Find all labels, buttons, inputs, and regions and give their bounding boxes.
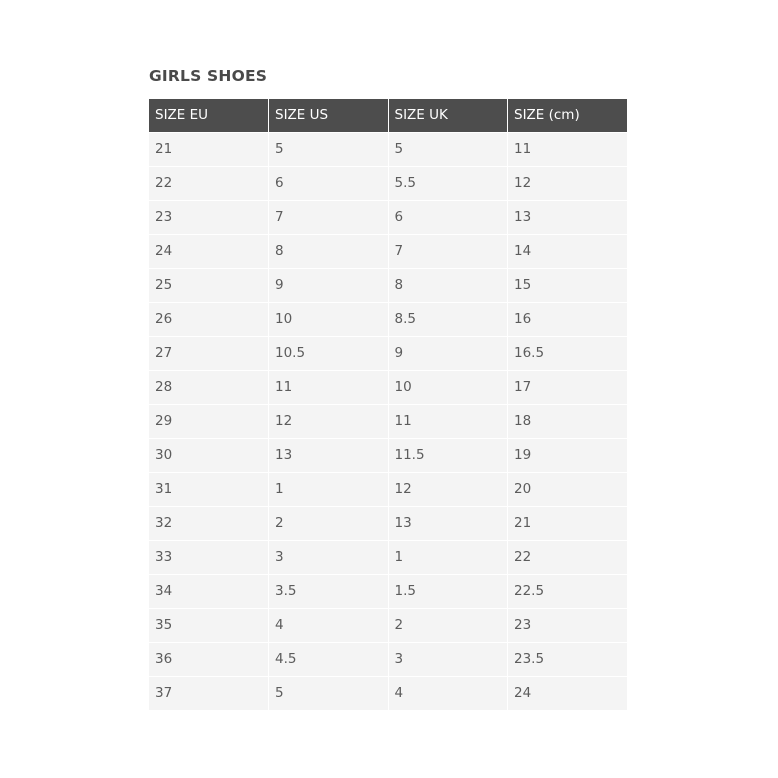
table-row	[149, 642, 627, 676]
table-cell-size-us: 6	[269, 166, 389, 200]
table-cell-size-eu: 21	[149, 132, 269, 166]
table-cell-size-uk: 13	[388, 506, 508, 540]
table-cell-size-eu: 29	[149, 404, 269, 438]
table-cell-size-us: 11	[269, 370, 389, 404]
table-cell-size-cm: 14	[508, 234, 628, 268]
table-row	[149, 506, 627, 540]
table-cell-size-eu: 25	[149, 268, 269, 302]
table-cell-size-cm: 18	[508, 404, 628, 438]
table-cell-size-cm: 11	[508, 132, 628, 166]
table-cell-size-uk: 3	[388, 642, 508, 676]
table-cell-size-cm: 16.5	[508, 336, 628, 370]
table-cell-size-us: 1	[269, 472, 389, 506]
table-cell-size-uk: 1	[388, 540, 508, 574]
table-cell-size-us: 13	[269, 438, 389, 472]
table-cell-size-uk: 5	[388, 132, 508, 166]
table-cell-size-cm: 15	[508, 268, 628, 302]
table-row	[149, 676, 627, 710]
table-cell-size-us: 10.5	[269, 336, 389, 370]
table-cell-size-uk: 7	[388, 234, 508, 268]
table-cell-size-cm: 13	[508, 200, 628, 234]
table-cell-size-eu: 36	[149, 642, 269, 676]
table-cell-size-us: 3	[269, 540, 389, 574]
table-cell-size-uk: 8.5	[388, 302, 508, 336]
table-cell-size-eu: 33	[149, 540, 269, 574]
table-cell-size-uk: 5.5	[388, 166, 508, 200]
table-row	[149, 540, 627, 574]
table-row	[149, 166, 627, 200]
table-cell-size-cm: 12	[508, 166, 628, 200]
table-cell-size-uk: 11.5	[388, 438, 508, 472]
table-cell-size-us: 5	[269, 132, 389, 166]
table-row	[149, 302, 627, 336]
table-cell-size-uk: 12	[388, 472, 508, 506]
table-cell-size-cm: 20	[508, 472, 628, 506]
table-cell-size-us: 5	[269, 676, 389, 710]
table-cell-size-us: 3.5	[269, 574, 389, 608]
table-cell-size-us: 2	[269, 506, 389, 540]
table-cell-size-eu: 31	[149, 472, 269, 506]
table-cell-size-uk: 1.5	[388, 574, 508, 608]
table-cell-size-eu: 35	[149, 608, 269, 642]
table-cell-size-cm: 23	[508, 608, 628, 642]
table-cell-size-eu: 30	[149, 438, 269, 472]
table-cell-size-eu: 32	[149, 506, 269, 540]
table-cell-size-uk: 11	[388, 404, 508, 438]
table-cell-size-eu: 27	[149, 336, 269, 370]
table-body	[149, 132, 627, 710]
table-row	[149, 404, 627, 438]
size-chart-table	[149, 99, 627, 710]
table-cell-size-cm: 22	[508, 540, 628, 574]
table-row	[149, 574, 627, 608]
table-row	[149, 608, 627, 642]
table-row	[149, 438, 627, 472]
table-cell-size-cm: 16	[508, 302, 628, 336]
table-row	[149, 200, 627, 234]
table-cell-size-cm: 21	[508, 506, 628, 540]
column-header-size-us: SIZE US	[269, 99, 389, 132]
table-cell-size-us: 4.5	[269, 642, 389, 676]
table-cell-size-us: 12	[269, 404, 389, 438]
table-cell-size-cm: 24	[508, 676, 628, 710]
column-header-size-eu: SIZE EU	[149, 99, 269, 132]
table-cell-size-eu: 23	[149, 200, 269, 234]
table-cell-size-us: 4	[269, 608, 389, 642]
table-cell-size-eu: 22	[149, 166, 269, 200]
column-header-size-cm: SIZE (cm)	[508, 99, 628, 132]
table-row	[149, 370, 627, 404]
table-cell-size-uk: 9	[388, 336, 508, 370]
table-cell-size-cm: 23.5	[508, 642, 628, 676]
column-header-size-uk: SIZE UK	[388, 99, 508, 132]
table-cell-size-eu: 34	[149, 574, 269, 608]
table-row	[149, 132, 627, 166]
table-row	[149, 336, 627, 370]
table-cell-size-uk: 8	[388, 268, 508, 302]
table-cell-size-us: 8	[269, 234, 389, 268]
table-cell-size-us: 9	[269, 268, 389, 302]
table-row	[149, 234, 627, 268]
table-cell-size-uk: 4	[388, 676, 508, 710]
table-cell-size-us: 7	[269, 200, 389, 234]
table-row	[149, 268, 627, 302]
table-cell-size-eu: 28	[149, 370, 269, 404]
table-cell-size-uk: 10	[388, 370, 508, 404]
table-header-row	[149, 99, 627, 132]
page-title: GIRLS SHOES	[149, 67, 268, 85]
table-cell-size-cm: 17	[508, 370, 628, 404]
table-cell-size-eu: 37	[149, 676, 269, 710]
table-cell-size-eu: 26	[149, 302, 269, 336]
table-cell-size-us: 10	[269, 302, 389, 336]
table-cell-size-uk: 6	[388, 200, 508, 234]
table-cell-size-cm: 19	[508, 438, 628, 472]
table-row	[149, 472, 627, 506]
table-cell-size-uk: 2	[388, 608, 508, 642]
table-cell-size-eu: 24	[149, 234, 269, 268]
table-cell-size-cm: 22.5	[508, 574, 628, 608]
